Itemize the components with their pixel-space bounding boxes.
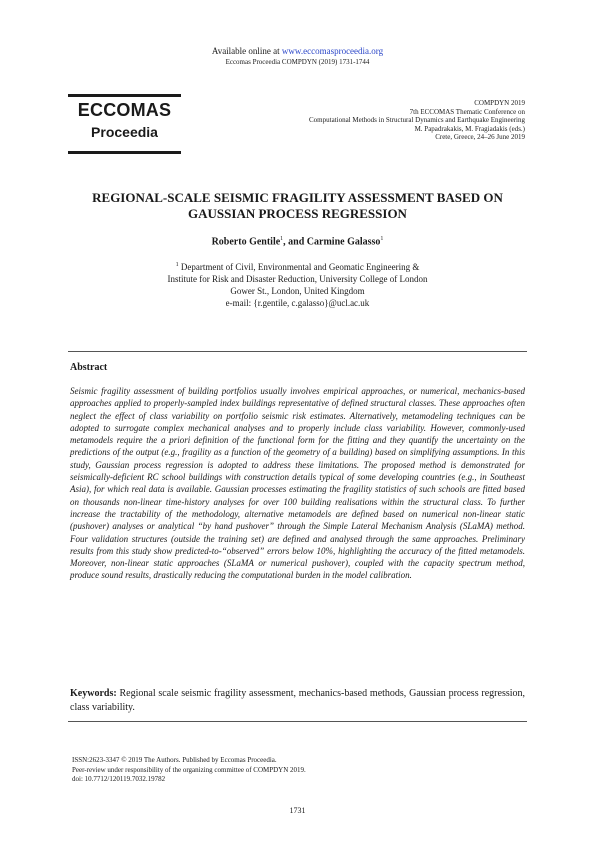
affiliation-line-3: Gower St., London, United Kingdom — [230, 286, 365, 296]
footer-peer-review: Peer-review under responsibility of the organizing committee of COMPDYN 2019. — [72, 765, 306, 774]
author-1-affil-mark: 1 — [280, 236, 284, 242]
availability-prefix: Available online at — [211, 46, 282, 56]
conference-line-2: 7th ECCOMAS Thematic Conference on — [409, 107, 525, 116]
abstract-bottom-rule — [68, 721, 527, 722]
eccomas-logo — [68, 94, 181, 154]
affiliation-line-1: Department of Civil, Environmental and Geomatic Engineering & — [178, 262, 420, 272]
paper-title — [0, 190, 595, 222]
footer-info — [72, 756, 306, 785]
conference-line-1: COMPDYN 2019 — [474, 99, 525, 107]
title-line-1: REGIONAL-SCALE SEISMIC FRAGILITY ASSESSMENT BASED ON — [92, 190, 503, 205]
conference-info — [235, 99, 525, 142]
affiliation-email: e-mail: {r.gentile, c.galasso}@ucl.ac.uk — [225, 298, 370, 308]
logo-sub: Proceedia — [91, 124, 158, 140]
authors — [0, 236, 595, 247]
author-1: Roberto Gentile — [211, 236, 281, 248]
footer-issn: ISSN:2623-3347 © 2019 The Authors. Published by Eccomas Proceedia. — [72, 756, 277, 764]
logo-top-bar — [68, 94, 181, 97]
logo-bottom-bar — [68, 151, 181, 154]
proceedia-link[interactable]: www.eccomasproceedia.org — [281, 46, 384, 56]
affiliation-mark: 1 — [175, 262, 179, 268]
keywords-text: Regional scale seismic fragility assessment, mechanics-based methods, Gaussian process regression, class variability. — [70, 688, 525, 713]
page-number: 1731 — [289, 806, 306, 815]
author-2-affil-mark: 1 — [380, 236, 384, 242]
abstract-top-rule — [68, 351, 527, 352]
author-2: Carmine Galasso — [306, 236, 381, 248]
affiliation-line-2: Institute for Risk and Disaster Reduction, University College of London — [167, 274, 428, 284]
journal-line: Eccomas Proceedia COMPDYN (2019) 1731-1744 — [225, 58, 370, 66]
footer-doi: doi: 10.7712/120119.7032.19782 — [72, 775, 166, 784]
abstract-text: Seismic fragility assessment of building portfolios usually involves empirical approaches, or numerical, mechanics-based approaches applied to properly-sampled index buildings representative of defined structural classes. These approaches often neglect the effect of class variability on portfolio seismic risk estimates. Alternatively, metamodeling techniques can be adopted to surrogate complex mechanical analyses and to properly include class variability. However, commonly-used metamodels require the a priori definition of the functional form for the fitting and they quantify the uncertainty on the predictions of the output (e.g., fragility as a function of the geometry of a building) based on simplifying assumptions. In this study, Gaussian process regression is adopted to address these limitations. The proposed method is demonstrated for seismically-deficient RC school buildings with construction details typical of some developing countries (e.g., in Southeast Asia), for which real data is available. Gaussian processes estimating the fragility statistics of such schools are fitted based on thousands non-linear time-history analyses for over 100 building realisations within the structural class. To further increase the tractability of the methodology, alternative metamodels are defined based on numerical non-linear static (pushover) analyses or analytical “by hand pushover” through the Simple Lateral Mechanism Analysis (SLaMA) method. Four validation structures (outside the training set) are defined and analysed through the same approaches. Preliminary results from this study show predicted-to-“observed” errors below 10%, highlighting the accuracy of the fitted metamodels. Moreover, non-linear static approaches (SLaMA or numerical pushover), coupled with the capacity spectrum method, produce sound results, drastically reducing the computational burden in the model calibration. — [70, 386, 525, 581]
affiliation — [0, 259, 595, 309]
conference-line-4: M. Papadrakakis, M. Fragiadakis (eds.) — [414, 124, 525, 133]
abstract-heading: Abstract — [70, 362, 108, 373]
availability-line — [0, 46, 595, 56]
keywords — [70, 687, 525, 715]
keywords-label: Keywords: — [70, 688, 117, 699]
conference-line-3: Computational Methods in Structural Dynamics and Earthquake Engineering — [309, 116, 525, 125]
logo-name: ECCOMAS — [77, 100, 172, 120]
title-line-2: GAUSSIAN PROCESS REGRESSION — [188, 206, 407, 221]
conference-line-5: Crete, Greece, 24–26 June 2019 — [435, 133, 525, 142]
author-separator: , and — [283, 236, 307, 248]
